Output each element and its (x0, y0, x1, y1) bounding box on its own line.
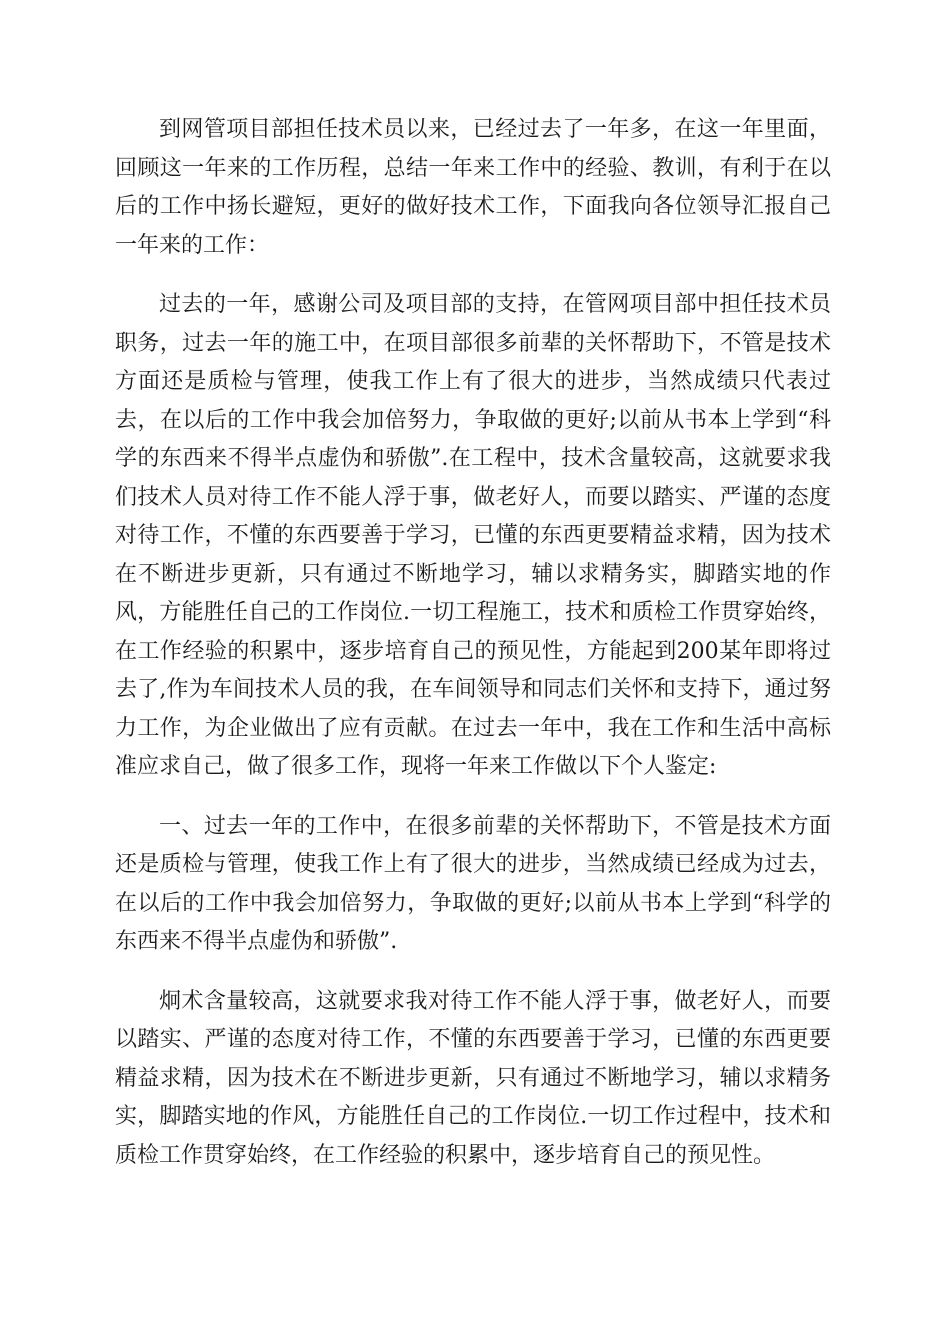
paragraph-past-year: 过去的一年，感谢公司及项目部的支持，在管网项目部中担任技术员职务，过去一年的施工中，在项目部很多前辈的关怀帮助下，不管是技术方面还是质检与管理，使我工作上有了很大的进步，当然成绩只代表过去，在以后的工作中我会加倍努力，争取做的更好;以前从书本上学到“科学的东西来不得半点虚伪和骄傲”.在工程中，技术含量较高，这就要求我们技术人员对待工作不能人浮于事，做老好人，而要以踏实、严谨的态度对待工作，不懂的东西要善于学习，已懂的东西更要精益求精，因为技术在不断进步更新，只有通过不断地学习，辅以求精务实，脚踏实地的作风，方能胜任自己的工作岗位.一切工程施工，技术和质检工作贯穿始终，在工作经验的积累中，逐步培育自己的预见性，方能起到200某年即将过去了,作为车间技术人员的我，在车间领导和同志们关怀和支持下，通过努力工作，为企业做出了应有贡献。在过去一年中，我在工作和生活中高标准应求自己，做了很多工作，现将一年来工作做以下个人鉴定: (115, 292, 831, 779)
paragraph-technical-requirements: 炯术含量较高，这就要求我对待工作不能人浮于事，做老好人，而要以踏实、严谨的态度对待工作，不懂的东西要善于学习，已懂的东西更要精益求精，因为技术在不断进步更新，只有通过不断地学习，辅以求精务实，脚踏实地的作风，方能胜任自己的工作岗位.一切工作过程中，技术和质检工作贯穿始终，在工作经验的积累中，逐步培育自己的预见性。 (115, 988, 831, 1168)
document-body (115, 111, 831, 1196)
paragraph-item-one: 一、过去一年的工作中，在很多前辈的关怀帮助下，不管是技术方面还是质检与管理，使我工作上有了很大的进步，当然成绩已经成为过去，在以后的工作中我会加倍努力，争取做的更好;以前从书本上学到“科学的东西来不得半点虚伪和骄傲”. (115, 813, 831, 954)
paragraph-intro: 到网管项目部担任技术员以来，已经过去了一年多，在这一年里面，回顾这一年来的工作历程，总结一年来工作中的经验、教训，有利于在以后的工作中扬长避短，更好的做好技术工作，下面我向各位领导汇报自己一年来的工作： (115, 117, 831, 258)
